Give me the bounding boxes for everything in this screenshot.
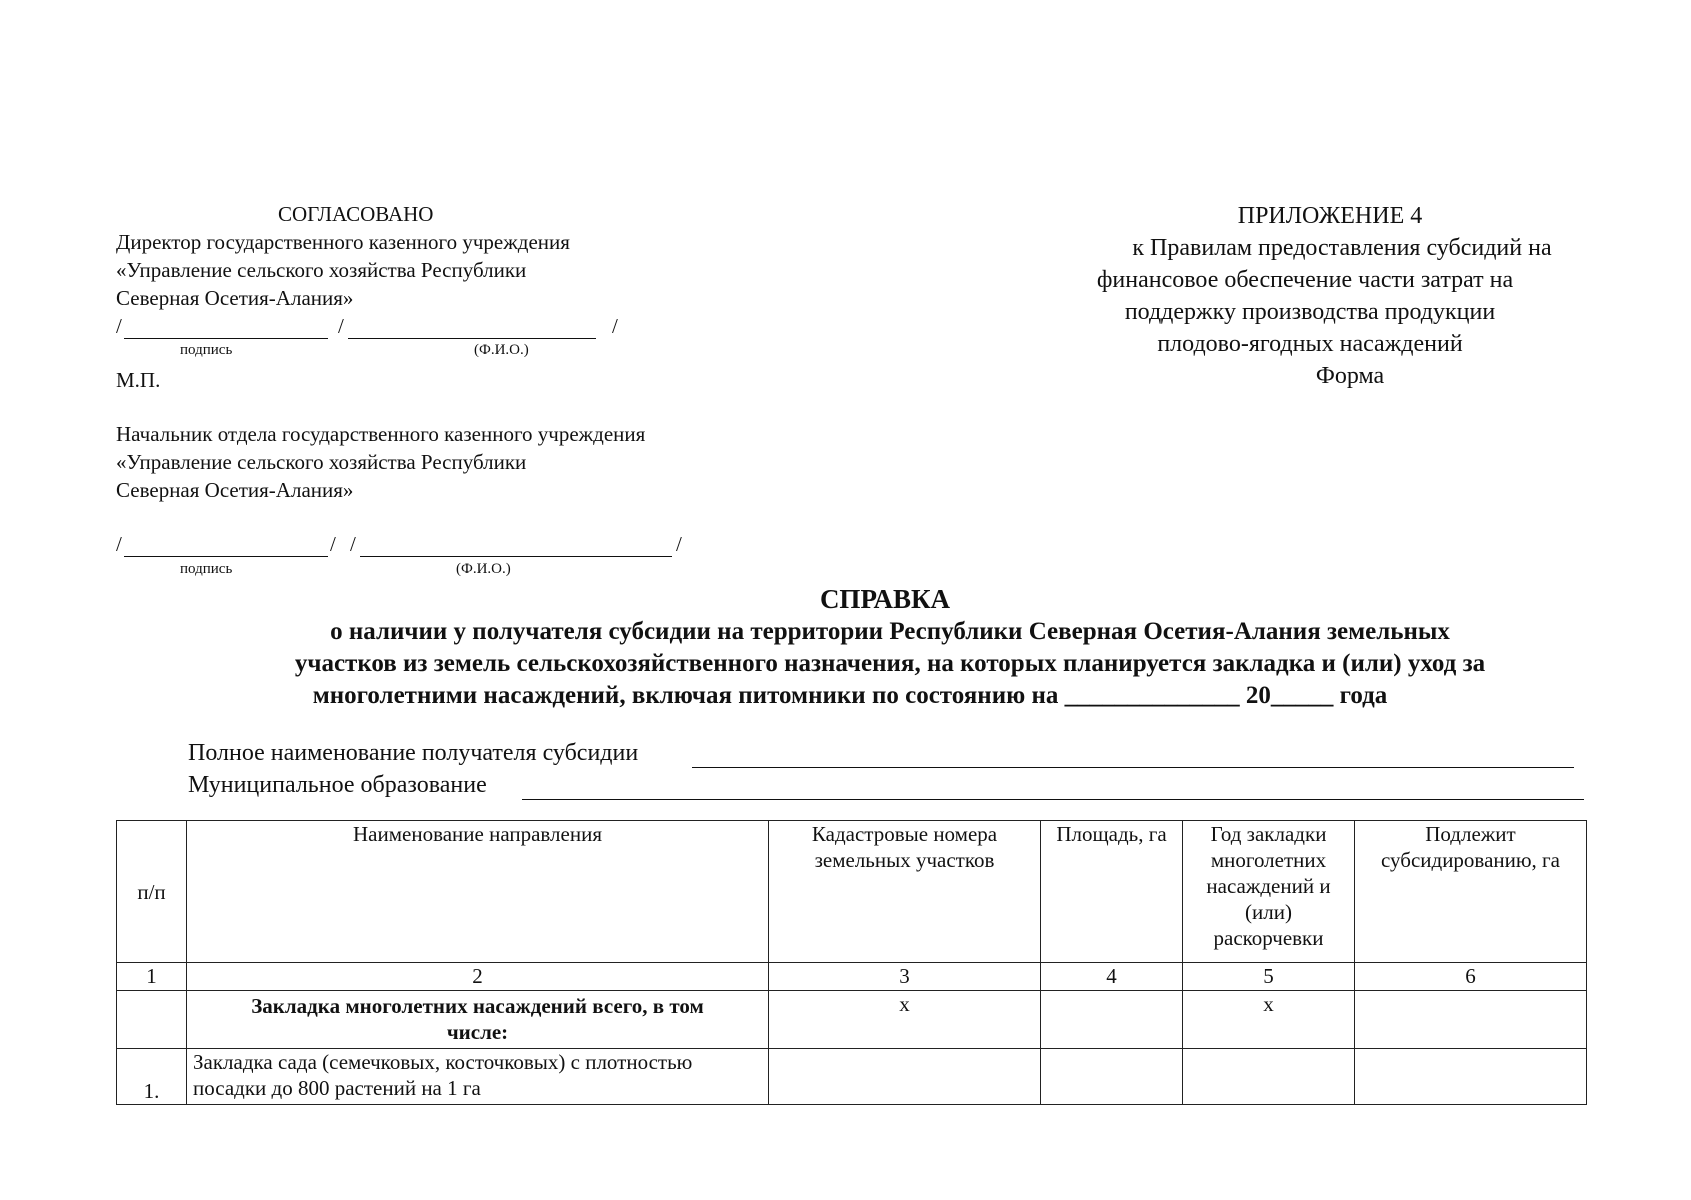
head-signature-label: подпись	[180, 561, 233, 577]
slash: /	[676, 532, 682, 556]
row-number	[117, 991, 187, 1049]
header-direction: Наименование направления	[187, 821, 769, 963]
column-number: 3	[769, 963, 1041, 991]
appendix-line-4: плодово-ягодных насаждений	[1157, 331, 1463, 357]
director-line-3: Северная Осетия-Алания»	[116, 286, 354, 310]
stamp-label: М.П.	[116, 368, 161, 392]
appendix-line-3: поддержку производства продукции	[1124, 299, 1496, 325]
column-number: 2	[187, 963, 769, 991]
document-subtitle-line-1: о наличии у получателя субсидии на территории Республики Северная Осетия-Алания земельных	[330, 618, 1450, 645]
slash: /	[330, 532, 336, 556]
header-cadastral: Кадастровые номера земельных участков	[769, 821, 1041, 963]
plantings-table	[116, 820, 1587, 1105]
head-line-3: Северная Осетия-Алания»	[116, 478, 354, 502]
row-cadastral[interactable]: x	[769, 991, 1041, 1049]
column-number: 6	[1355, 963, 1587, 991]
head-fio-line	[360, 556, 672, 557]
municipality-label: Муниципальное образование	[188, 772, 487, 798]
header-year: Год закладки многолетних насаждений и (или) раскорчевки	[1183, 821, 1355, 963]
slash: /	[338, 314, 344, 338]
row-year[interactable]	[1183, 1049, 1355, 1105]
director-signature-line	[124, 338, 328, 339]
recipient-field[interactable]	[692, 767, 1574, 768]
head-fio-label: (Ф.И.О.)	[456, 561, 511, 577]
row-area[interactable]	[1041, 1049, 1183, 1105]
head-signature-line	[124, 556, 328, 557]
appendix-form-label: Форма	[1315, 363, 1385, 389]
head-line-1: Начальник отдела государственного казенного учреждения	[116, 422, 646, 446]
column-number: 5	[1183, 963, 1355, 991]
director-signature-label: подпись	[180, 342, 233, 358]
slash: /	[612, 314, 618, 338]
appendix-line-1: к Правилам предоставления субсидий на	[1132, 235, 1552, 261]
appendix-block	[1000, 200, 1620, 392]
row-subsidy[interactable]	[1355, 1049, 1587, 1105]
appendix-title: ПРИЛОЖЕНИЕ 4	[1237, 203, 1423, 229]
document-title: СПРАВКА	[819, 584, 951, 614]
document-subtitle-line-3: многолетними насаждений, включая питомники по состоянию на ______________ 20_____ года	[312, 682, 1388, 709]
director-fio-line	[348, 338, 596, 339]
row-name: Закладка сада (семечковых, косточковых) с плотностью посадки до 800 растений на 1 га	[187, 1049, 769, 1105]
municipality-field[interactable]	[522, 799, 1584, 800]
approval-heading: СОГЛАСОВАНО	[278, 202, 434, 226]
table-row	[117, 991, 1587, 1049]
row-number: 1.	[117, 1049, 187, 1105]
director-line-1: Директор государственного казенного учреждения	[116, 230, 570, 254]
column-number: 1	[117, 963, 187, 991]
row-subsidy[interactable]	[1355, 991, 1587, 1049]
slash: /	[116, 532, 122, 556]
header-area: Площадь, га	[1041, 821, 1183, 963]
row-year[interactable]: x	[1183, 991, 1355, 1049]
header-number: п/п	[117, 821, 187, 963]
director-fio-label: (Ф.И.О.)	[474, 342, 529, 358]
slash: /	[116, 314, 122, 338]
director-line-2: «Управление сельского хозяйства Республики	[116, 258, 527, 282]
head-line-2: «Управление сельского хозяйства Республики	[116, 450, 527, 474]
header-subsidy: Подлежит субсидированию, га	[1355, 821, 1587, 963]
table-header-row	[117, 821, 1587, 963]
row-area[interactable]	[1041, 991, 1183, 1049]
recipient-label: Полное наименование получателя субсидии	[188, 740, 639, 766]
row-name: Закладка многолетних насаждений всего, в том числе:	[187, 991, 769, 1049]
table-number-row	[117, 963, 1587, 991]
document-subtitle-line-2: участков из земель сельскохозяйственного назначения, на которых планируется закладка и (или) уход за	[294, 650, 1486, 677]
column-number: 4	[1041, 963, 1183, 991]
table-row	[117, 1049, 1587, 1105]
slash: /	[350, 532, 356, 556]
row-cadastral[interactable]	[769, 1049, 1041, 1105]
appendix-line-2: финансовое обеспечение части затрат на	[1096, 267, 1514, 293]
